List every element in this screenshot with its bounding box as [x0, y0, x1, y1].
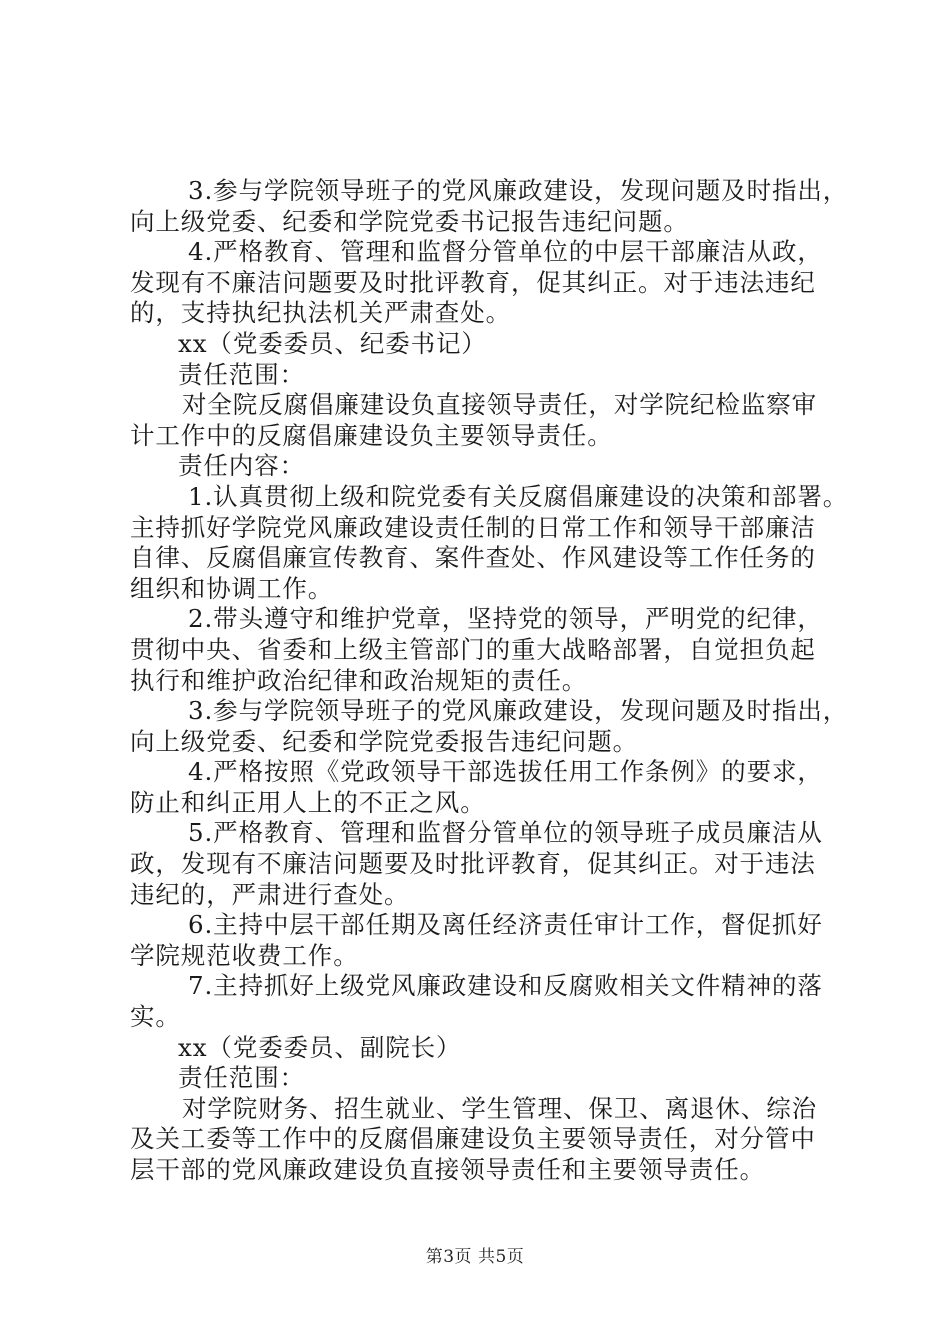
text-line: 向上级党委、纪委和学院党委报告违纪问题。 — [130, 726, 638, 756]
text-line: 3.参与学院领导班子的党风廉政建设，发现问题及时指出， — [188, 176, 849, 205]
text-line: 发现有不廉洁问题要及时批评教育，促其纠正。对于违法违纪 — [130, 267, 816, 297]
text-line: 4.严格按照《党政领导干部选拔任用工作条例》的要求， — [188, 757, 823, 787]
text-line: 层干部的党风廉政建设负直接领导责任和主要领导责任。 — [130, 1155, 765, 1184]
text-line: 6.主持中层干部任期及离任经济责任审计工作，督促抓好 — [188, 910, 823, 940]
text-line: 向上级党委、纪委和学院党委书记报告违纪问题。 — [130, 206, 689, 236]
text-line: 的，支持执纪执法机关严肃查处。 — [130, 298, 511, 328]
text-line: 责任范围： — [178, 1063, 305, 1093]
text-line: 计工作中的反腐倡廉建设负主要领导责任。 — [130, 420, 613, 450]
text-line: 4.严格教育、管理和监督分管单位的中层干部廉洁从政， — [188, 237, 823, 267]
document-body — [130, 176, 849, 1186]
text-line: 对学院财务、招生就业、学生管理、保卫、离退休、综治 — [182, 1093, 817, 1123]
text-line: xx（党委委员、副院长） — [178, 1032, 462, 1062]
text-line: 执行和维护政治纪律和政治规矩的责任。 — [130, 665, 588, 695]
text-line: 对全院反腐倡廉建设负直接领导责任，对学院纪检监察审 — [182, 390, 817, 420]
text-line: 1.认真贯彻上级和院党委有关反腐倡廉建设的决策和部署。 — [188, 481, 849, 511]
text-line: 组织和协调工作。 — [130, 573, 334, 603]
text-line: 及关工委等工作中的反腐倡廉建设负主要领导责任，对分管中 — [130, 1124, 816, 1154]
text-line: 2.带头遵守和维护党章，坚持党的领导，严明党的纪律， — [188, 604, 823, 634]
page-number-footer: 第3页 共5页 — [425, 1247, 525, 1267]
text-line: 责任内容： — [178, 451, 305, 481]
text-line: 违纪的，严肃进行查处。 — [130, 879, 410, 909]
text-line: 3.参与学院领导班子的党风廉政建设，发现问题及时指出， — [188, 696, 849, 726]
text-line: 自律、反腐倡廉宣传教育、案件查处、作风建设等工作任务的 — [130, 543, 816, 573]
text-line: 责任范围： — [178, 359, 305, 389]
text-line: 主持抓好学院党风廉政建设责任制的日常工作和领导干部廉洁 — [130, 512, 816, 542]
text-line: 7.主持抓好上级党风廉政建设和反腐败相关文件精神的落 — [188, 971, 823, 1001]
text-line: 贯彻中央、省委和上级主管部门的重大战略部署，自觉担负起 — [130, 634, 816, 664]
text-line: 实。 — [130, 1002, 181, 1032]
text-line: 政，发现有不廉洁问题要及时批评教育，促其纠正。对于违法 — [130, 849, 816, 879]
text-line: 防止和纠正用人上的不正之风。 — [130, 787, 486, 817]
text-line: xx（党委委员、纪委书记） — [178, 328, 487, 358]
text-line: 学院规范收费工作。 — [130, 940, 359, 970]
text-line: 5.严格教育、管理和监督分管单位的领导班子成员廉洁从 — [188, 818, 823, 848]
